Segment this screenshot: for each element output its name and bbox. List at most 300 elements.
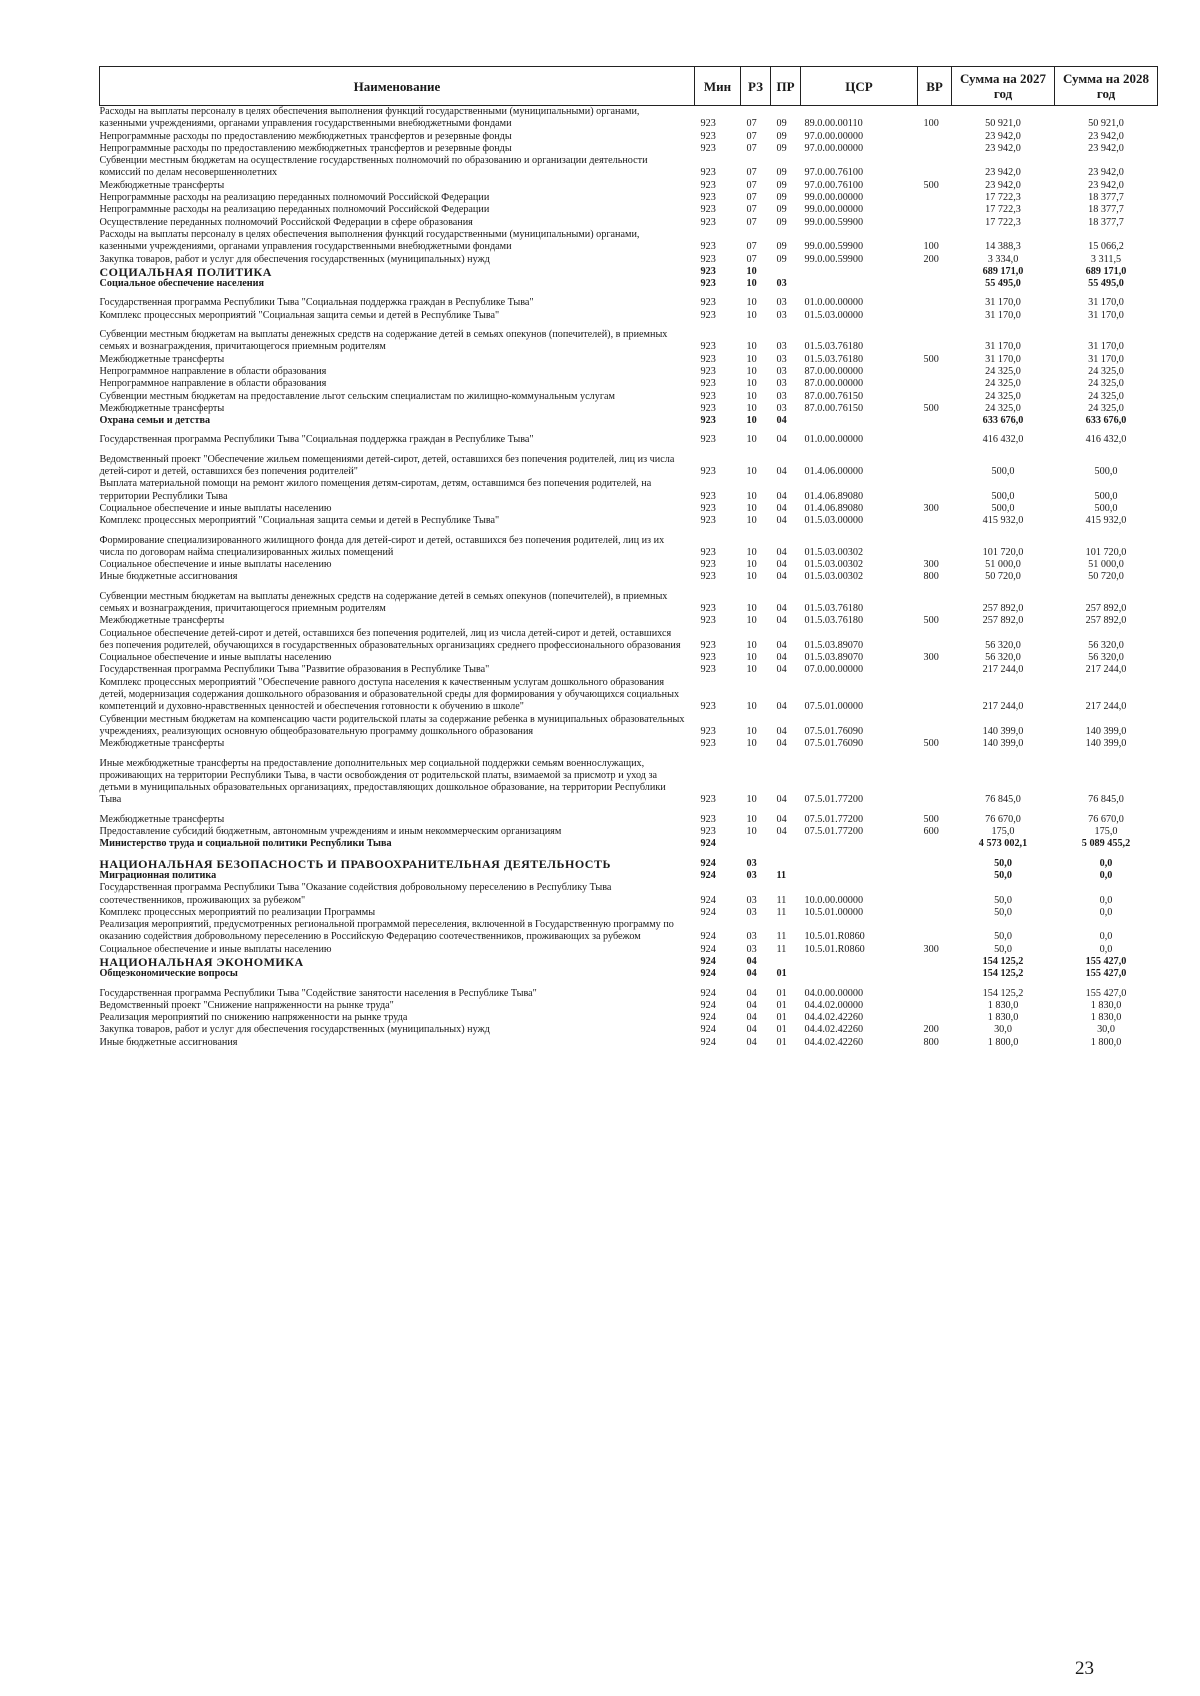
cell-min: 923 bbox=[700, 309, 716, 321]
cell-sum-2028: 31 170,0 bbox=[1088, 309, 1124, 321]
cell-sum-2027: 257 892,0 bbox=[982, 602, 1024, 614]
cell-vr: 500 bbox=[923, 615, 939, 627]
cell-sum-2028: 24 325,0 bbox=[1088, 402, 1124, 414]
cell-name: Социальное обеспечение и иные выплаты населению bbox=[99, 502, 332, 514]
table-row bbox=[100, 807, 1158, 826]
cell-sum-2028: 50 921,0 bbox=[1088, 118, 1124, 130]
cell-csr bbox=[801, 870, 918, 882]
cell-rz: 07 bbox=[746, 142, 757, 154]
cell-csr: 07.0.00.00000 bbox=[804, 664, 864, 676]
cell-pr: 09 bbox=[776, 142, 787, 154]
table-row bbox=[100, 615, 1158, 627]
cell-sum-2028: 500,0 bbox=[1094, 490, 1118, 502]
cell-rz: 10 bbox=[746, 515, 757, 527]
cell-name: Министерство труда и социальной политики Республики Тыва bbox=[99, 838, 392, 850]
cell-rz: 10 bbox=[746, 652, 757, 664]
cell-rz: 04 bbox=[746, 1012, 757, 1024]
cell-sum-2028: 76 845,0 bbox=[1088, 794, 1124, 806]
cell-name: Субвенции местным бюджетам на осуществление государственных полномочий по образованию и организации деятельности комиссий по делам несовершеннолетних bbox=[99, 155, 648, 179]
cell-sum-2027: 31 170,0 bbox=[985, 353, 1021, 365]
cell-rz: 10 bbox=[746, 502, 757, 514]
cell-rz: 10 bbox=[746, 826, 757, 838]
cell-csr: 01.0.00.00000 bbox=[804, 297, 864, 309]
cell-csr: 97.0.00.00000 bbox=[804, 142, 864, 154]
cell-rz: 10 bbox=[746, 466, 757, 478]
cell-sum-2028: 101 720,0 bbox=[1085, 546, 1127, 558]
cell-vr bbox=[918, 838, 952, 850]
cell-pr: 11 bbox=[776, 906, 787, 918]
cell-sum-2027: 416 432,0 bbox=[982, 434, 1024, 446]
cell-sum-2028: 500,0 bbox=[1094, 502, 1118, 514]
cell-csr: 89.0.00.00110 bbox=[804, 118, 863, 130]
cell-csr: 01.5.03.76180 bbox=[804, 353, 864, 365]
cell-sum-2027: 154 125,2 bbox=[982, 987, 1024, 999]
cell-vr bbox=[918, 155, 952, 180]
cell-pr: 04 bbox=[776, 738, 787, 750]
cell-sum-2028: 23 942,0 bbox=[1088, 179, 1124, 191]
cell-vr bbox=[918, 870, 952, 882]
cell-csr: 04.0.00.00000 bbox=[804, 987, 864, 999]
cell-sum-2027: 154 125,2 bbox=[982, 956, 1024, 967]
cell-rz: 10 bbox=[746, 602, 757, 614]
cell-min: 923 bbox=[700, 378, 716, 390]
cell-min: 924 bbox=[700, 931, 716, 943]
cell-min: 923 bbox=[700, 415, 716, 427]
cell-name: Субвенции местным бюджетам на выплаты денежных средств на содержание детей в семьях опекунов (попечителей), в приемных семьях и вознаграждения, причитающегося приемным родителям bbox=[99, 329, 668, 353]
cell-pr: 04 bbox=[776, 615, 787, 627]
cell-name: Комплекс процессных мероприятий "Социальная защита семьи и детей в Республике Тыва" bbox=[99, 309, 500, 321]
cell-sum-2028: 140 399,0 bbox=[1085, 725, 1127, 737]
cell-name: Государственная программа Республики Тыва "Оказание содействия добровольному переселению в Республику Тыва соотечественников, проживающих за рубежом" bbox=[99, 882, 612, 906]
cell-vr bbox=[918, 290, 952, 309]
table-row bbox=[100, 559, 1158, 571]
cell-csr: 04.4.02.42260 bbox=[804, 1036, 864, 1048]
cell-vr: 500 bbox=[923, 738, 939, 750]
cell-pr: 09 bbox=[776, 253, 787, 265]
cell-rz: 10 bbox=[746, 402, 757, 414]
cell-pr: 01 bbox=[776, 987, 787, 999]
cell-rz: 07 bbox=[746, 192, 757, 204]
cell-min: 923 bbox=[700, 278, 716, 290]
cell-vr bbox=[918, 204, 952, 216]
cell-name: Закупка товаров, работ и услуг для обеспечения государственных (муниципальных) нужд bbox=[99, 253, 490, 265]
cell-min: 923 bbox=[700, 253, 716, 265]
cell-csr: 01.5.03.89070 bbox=[804, 652, 864, 664]
cell-csr: 04.4.02.42260 bbox=[804, 1012, 864, 1024]
page-number: 23 bbox=[1075, 1658, 1094, 1679]
cell-csr: 07.5.01.77200 bbox=[804, 826, 864, 838]
cell-vr bbox=[918, 907, 952, 919]
cell-min: 923 bbox=[700, 297, 716, 309]
table-row bbox=[100, 751, 1158, 807]
cell-sum-2027: 76 845,0 bbox=[985, 794, 1021, 806]
cell-sum-2027: 50 720,0 bbox=[985, 571, 1021, 583]
table-row bbox=[100, 403, 1158, 415]
cell-rz: 04 bbox=[746, 1036, 757, 1048]
cell-sum-2027: 24 325,0 bbox=[985, 378, 1021, 390]
cell-pr: 04 bbox=[776, 434, 787, 446]
header-rz: РЗ bbox=[741, 67, 771, 106]
cell-sum-2028: 50 720,0 bbox=[1088, 571, 1124, 583]
cell-name: Социальное обеспечение и иные выплаты населению bbox=[99, 559, 332, 571]
cell-rz: 07 bbox=[746, 253, 757, 265]
cell-min: 923 bbox=[700, 341, 716, 353]
cell-min: 923 bbox=[700, 664, 716, 676]
cell-rz: 07 bbox=[746, 241, 757, 253]
cell-name: Расходы на выплаты персоналу в целях обеспечения выполнения функций государственными (муниципальными) органами, казенными учреждениями, органами управления государственными внебюджетными фондами bbox=[99, 228, 640, 253]
cell-sum-2027: 17 722,3 bbox=[985, 204, 1021, 216]
header-min: Мин bbox=[695, 67, 741, 106]
cell-sum-2027: 55 495,0 bbox=[985, 278, 1021, 290]
cell-pr bbox=[771, 838, 801, 850]
cell-name: Государственная программа Республики Тыва "Развитие образования в Республике Тыва" bbox=[99, 664, 490, 676]
cell-sum-2027: 50,0 bbox=[994, 857, 1012, 869]
cell-vr: 300 bbox=[923, 652, 939, 664]
cell-name: Предоставление субсидий бюджетным, автономным учреждениям и иным некоммерческим организациям bbox=[99, 826, 562, 838]
cell-sum-2027: 23 942,0 bbox=[985, 142, 1021, 154]
cell-name: Непрограммное направление в области образования bbox=[99, 378, 327, 390]
cell-pr: 09 bbox=[776, 204, 787, 216]
cell-sum-2027: 24 325,0 bbox=[985, 402, 1021, 414]
cell-sum-2028: 1 800,0 bbox=[1090, 1036, 1122, 1048]
cell-sum-2027: 689 171,0 bbox=[982, 265, 1024, 277]
cell-rz: 10 bbox=[746, 434, 757, 446]
cell-sum-2027: 56 320,0 bbox=[985, 652, 1021, 664]
cell-csr: 99.0.00.59900 bbox=[804, 216, 864, 228]
header-csr: ЦСР bbox=[801, 67, 918, 106]
cell-name: Выплата материальной помощи на ремонт жилого помещения детям-сиротам, детям, оставшимся без попечения родителей, на территории Республики Тыва bbox=[99, 478, 652, 502]
cell-rz: 10 bbox=[746, 664, 757, 676]
cell-csr bbox=[801, 956, 918, 968]
cell-name: Межбюджетные трансферты bbox=[99, 353, 225, 365]
cell-name: Реализация мероприятий, предусмотренных региональной программой переселения, включенной в Государственную программу по оказанию содействия добровольному переселению в Российскую Федерацию соотечественников, проживающих за рубежом bbox=[99, 919, 674, 943]
table-row bbox=[100, 738, 1158, 750]
table-row bbox=[100, 968, 1158, 980]
cell-min: 923 bbox=[700, 179, 716, 191]
cell-pr: 09 bbox=[776, 167, 787, 179]
cell-min: 923 bbox=[700, 725, 716, 737]
table-row bbox=[100, 378, 1158, 390]
cell-rz: 10 bbox=[746, 415, 757, 427]
cell-pr: 01 bbox=[776, 1012, 787, 1024]
cell-name: Межбюджетные трансферты bbox=[99, 179, 225, 191]
cell-min: 924 bbox=[700, 906, 716, 918]
cell-min: 923 bbox=[700, 434, 716, 446]
cell-pr bbox=[771, 956, 801, 968]
cell-rz: 10 bbox=[746, 571, 757, 583]
cell-csr: 01.5.03.76180 bbox=[804, 341, 864, 353]
cell-sum-2028: 689 171,0 bbox=[1085, 265, 1127, 277]
cell-sum-2027: 4 573 002,1 bbox=[978, 838, 1028, 850]
table-row bbox=[100, 415, 1158, 427]
cell-name: Субвенции местным бюджетам на выплаты денежных средств на содержание детей в семьях опекунов (попечителей), в приемных семьях и вознаграждения, причитающегося приемным родителям bbox=[99, 590, 668, 614]
cell-sum-2028: 217 244,0 bbox=[1085, 664, 1127, 676]
cell-csr: 99.0.00.59900 bbox=[804, 241, 864, 253]
cell-rz: 04 bbox=[746, 956, 757, 967]
cell-vr: 100 bbox=[923, 241, 939, 253]
cell-csr: 01.5.03.00000 bbox=[804, 515, 864, 527]
table-body bbox=[100, 106, 1158, 1050]
cell-name: Закупка товаров, работ и услуг для обеспечения государственных (муниципальных) нужд bbox=[99, 1024, 490, 1036]
cell-name: Межбюджетные трансферты bbox=[99, 813, 225, 825]
cell-name: Социальное обеспечение и иные выплаты населению bbox=[99, 652, 332, 664]
cell-csr bbox=[801, 851, 918, 870]
cell-sum-2028: 257 892,0 bbox=[1085, 615, 1127, 627]
cell-sum-2027: 17 722,3 bbox=[985, 216, 1021, 228]
cell-pr: 04 bbox=[776, 794, 787, 806]
cell-min: 924 bbox=[700, 894, 716, 906]
cell-name: Межбюджетные трансферты bbox=[99, 402, 225, 414]
cell-sum-2027: 50,0 bbox=[994, 894, 1012, 906]
table-row bbox=[100, 652, 1158, 664]
cell-min: 923 bbox=[700, 813, 716, 825]
cell-sum-2027: 217 244,0 bbox=[982, 664, 1024, 676]
cell-vr: 100 bbox=[923, 118, 939, 130]
cell-sum-2027: 31 170,0 bbox=[985, 309, 1021, 321]
cell-min: 923 bbox=[700, 502, 716, 514]
cell-sum-2027: 140 399,0 bbox=[982, 738, 1024, 750]
cell-name: Социальное обеспечение населения bbox=[99, 278, 265, 290]
cell-rz: 10 bbox=[746, 353, 757, 365]
cell-sum-2028: 633 676,0 bbox=[1085, 415, 1127, 427]
cell-sum-2028: 31 170,0 bbox=[1088, 353, 1124, 365]
cell-sum-2028: 0,0 bbox=[1099, 869, 1113, 881]
cell-min: 923 bbox=[700, 204, 716, 216]
table-row bbox=[100, 584, 1158, 616]
cell-vr bbox=[918, 714, 952, 739]
cell-pr: 03 bbox=[776, 309, 787, 321]
cell-vr bbox=[918, 664, 952, 676]
table-row bbox=[100, 714, 1158, 739]
cell-pr: 09 bbox=[776, 241, 787, 253]
cell-pr: 03 bbox=[776, 297, 787, 309]
cell-pr bbox=[771, 266, 801, 278]
table-row bbox=[100, 217, 1158, 229]
cell-rz: 03 bbox=[746, 894, 757, 906]
cell-rz: 03 bbox=[746, 869, 757, 881]
cell-sum-2027: 30,0 bbox=[994, 1024, 1012, 1036]
cell-vr: 200 bbox=[923, 1024, 939, 1036]
cell-csr: 04.4.02.42260 bbox=[804, 1024, 864, 1036]
cell-name: Охрана семьи и детства bbox=[99, 415, 211, 427]
cell-vr bbox=[918, 217, 952, 229]
cell-csr: 99.0.00.00000 bbox=[804, 192, 864, 204]
cell-pr: 03 bbox=[776, 378, 787, 390]
cell-sum-2028: 23 942,0 bbox=[1088, 142, 1124, 154]
cell-csr: 97.0.00.76100 bbox=[804, 179, 864, 191]
cell-rz: 07 bbox=[746, 216, 757, 228]
cell-rz: 07 bbox=[746, 204, 757, 216]
cell-sum-2027: 500,0 bbox=[991, 466, 1015, 478]
cell-csr: 10.5.01.R0860 bbox=[804, 943, 865, 955]
cell-pr: 04 bbox=[776, 415, 787, 427]
cell-vr: 800 bbox=[923, 571, 939, 583]
cell-sum-2028: 155 427,0 bbox=[1085, 987, 1127, 999]
cell-csr: 87.0.00.76150 bbox=[804, 402, 864, 414]
cell-sum-2028: 55 495,0 bbox=[1088, 278, 1124, 290]
cell-rz: 10 bbox=[746, 546, 757, 558]
cell-csr: 04.4.02.00000 bbox=[804, 999, 864, 1011]
cell-min: 924 bbox=[700, 838, 716, 850]
cell-sum-2027: 50,0 bbox=[994, 943, 1012, 955]
cell-min: 923 bbox=[700, 241, 716, 253]
cell-vr bbox=[918, 131, 952, 143]
cell-vr bbox=[918, 278, 952, 290]
table-row bbox=[100, 628, 1158, 653]
cell-sum-2027: 257 892,0 bbox=[982, 615, 1024, 627]
table-row bbox=[100, 956, 1158, 968]
cell-vr bbox=[918, 478, 952, 503]
cell-pr: 04 bbox=[776, 826, 787, 838]
cell-rz: 10 bbox=[746, 278, 757, 290]
cell-min: 923 bbox=[700, 794, 716, 806]
cell-rz: 10 bbox=[746, 794, 757, 806]
cell-name: Государственная программа Республики Тыва "Социальная поддержка граждан в Республике Тыва" bbox=[99, 297, 534, 309]
cell-vr bbox=[918, 366, 952, 378]
table-row bbox=[100, 515, 1158, 527]
cell-sum-2028: 31 170,0 bbox=[1088, 297, 1124, 309]
cell-sum-2028: 1 830,0 bbox=[1090, 999, 1122, 1011]
cell-rz: 10 bbox=[746, 365, 757, 377]
cell-sum-2028: 0,0 bbox=[1099, 857, 1113, 869]
cell-sum-2027: 50,0 bbox=[994, 906, 1012, 918]
cell-name: Формирование специализированного жилищного фонда для детей-сирот и детей, оставшихся без попечения родителей, лиц из их числа по договорам найма специализированных жилых помещений bbox=[99, 534, 665, 558]
table-row bbox=[100, 1024, 1158, 1036]
cell-vr: 200 bbox=[923, 253, 939, 265]
cell-min: 923 bbox=[700, 571, 716, 583]
cell-min: 923 bbox=[700, 192, 716, 204]
cell-rz: 03 bbox=[746, 931, 757, 943]
cell-rz: 04 bbox=[746, 968, 757, 980]
cell-pr: 11 bbox=[776, 943, 787, 955]
cell-vr: 600 bbox=[923, 826, 939, 838]
cell-sum-2028: 30,0 bbox=[1097, 1024, 1115, 1036]
cell-pr: 11 bbox=[776, 931, 787, 943]
cell-csr bbox=[801, 266, 918, 278]
cell-min: 923 bbox=[700, 615, 716, 627]
cell-min: 923 bbox=[700, 652, 716, 664]
table-row bbox=[100, 981, 1158, 1000]
cell-name: Комплекс процессных мероприятий "Обеспечение равного доступа населения к качественным услугам дошкольного образования детей, модернизация содержания дошкольного образования и образовательной среды для формирования у обучающихся социальных компетенций и духовно-нравственных ценностей и обеспечения готовности к обучению в школе" bbox=[99, 676, 680, 713]
cell-sum-2028: 155 427,0 bbox=[1085, 968, 1127, 980]
table-row bbox=[100, 528, 1158, 560]
header-name: Наименование bbox=[100, 67, 695, 106]
cell-pr: 04 bbox=[776, 490, 787, 502]
table-row bbox=[100, 427, 1158, 446]
table-row bbox=[100, 870, 1158, 882]
cell-csr: 01.5.03.76180 bbox=[804, 602, 864, 614]
cell-csr bbox=[801, 838, 918, 850]
cell-csr: 01.5.03.00302 bbox=[804, 571, 864, 583]
cell-vr bbox=[918, 968, 952, 980]
cell-pr: 03 bbox=[776, 365, 787, 377]
cell-vr bbox=[918, 528, 952, 560]
cell-csr: 99.0.00.00000 bbox=[804, 204, 864, 216]
cell-rz: 10 bbox=[746, 725, 757, 737]
cell-sum-2027: 140 399,0 bbox=[982, 725, 1024, 737]
cell-vr bbox=[918, 1012, 952, 1024]
cell-vr bbox=[918, 751, 952, 807]
cell-csr: 01.4.06.00000 bbox=[804, 466, 864, 478]
table-row bbox=[100, 882, 1158, 907]
cell-sum-2027: 415 932,0 bbox=[982, 515, 1024, 527]
table-row bbox=[100, 907, 1158, 919]
cell-sum-2027: 217 244,0 bbox=[982, 701, 1024, 713]
cell-rz: 03 bbox=[746, 943, 757, 955]
cell-csr bbox=[801, 415, 918, 427]
cell-name: Межбюджетные трансферты bbox=[99, 738, 225, 750]
cell-sum-2027: 23 942,0 bbox=[985, 130, 1021, 142]
cell-pr: 04 bbox=[776, 725, 787, 737]
cell-vr bbox=[918, 427, 952, 446]
cell-csr: 07.5.01.00000 bbox=[804, 701, 864, 713]
cell-sum-2027: 1 830,0 bbox=[987, 1012, 1019, 1024]
cell-pr: 04 bbox=[776, 546, 787, 558]
cell-sum-2027: 51 000,0 bbox=[985, 559, 1021, 571]
table-row bbox=[100, 677, 1158, 714]
cell-min: 924 bbox=[700, 1024, 716, 1036]
cell-rz: 10 bbox=[746, 341, 757, 353]
cell-min: 924 bbox=[700, 968, 716, 980]
table-row bbox=[100, 366, 1158, 378]
cell-name: Комплекс процессных мероприятий по реализации Программы bbox=[99, 906, 376, 918]
cell-vr: 500 bbox=[923, 353, 939, 365]
cell-csr: 01.0.00.00000 bbox=[804, 434, 864, 446]
cell-sum-2027: 24 325,0 bbox=[985, 365, 1021, 377]
table-row bbox=[100, 838, 1158, 850]
cell-pr: 04 bbox=[776, 602, 787, 614]
header-sum-2027: Сумма на 2027 год bbox=[952, 67, 1055, 106]
cell-pr: 09 bbox=[776, 130, 787, 142]
table-row bbox=[100, 354, 1158, 366]
cell-rz: 10 bbox=[746, 265, 757, 277]
cell-csr: 07.5.01.77200 bbox=[804, 813, 864, 825]
cell-pr: 09 bbox=[776, 216, 787, 228]
cell-vr bbox=[918, 628, 952, 653]
cell-sum-2028: 140 399,0 bbox=[1085, 738, 1127, 750]
cell-sum-2027: 633 676,0 bbox=[982, 415, 1024, 427]
cell-sum-2028: 23 942,0 bbox=[1088, 130, 1124, 142]
cell-pr: 04 bbox=[776, 515, 787, 527]
cell-sum-2028: 5 089 455,2 bbox=[1081, 838, 1131, 850]
cell-sum-2027: 14 388,3 bbox=[985, 241, 1021, 253]
cell-name: НАЦИОНАЛЬНАЯ БЕЗОПАСНОСТЬ И ПРАВООХРАНИТЕЛЬНАЯ ДЕЯТЕЛЬНОСТЬ bbox=[99, 856, 611, 871]
cell-pr: 03 bbox=[776, 402, 787, 414]
cell-sum-2028: 1 830,0 bbox=[1090, 1012, 1122, 1024]
table-row bbox=[100, 478, 1158, 503]
cell-min: 923 bbox=[700, 167, 716, 179]
cell-pr: 04 bbox=[776, 466, 787, 478]
cell-name: Непрограммные расходы по предоставлению межбюджетных трансфертов и резервные фонды bbox=[99, 130, 512, 142]
cell-csr bbox=[801, 278, 918, 290]
cell-vr bbox=[918, 851, 952, 870]
budget-table bbox=[99, 66, 1158, 1049]
cell-sum-2027: 24 325,0 bbox=[985, 390, 1021, 402]
header-pr: ПР bbox=[771, 67, 801, 106]
table-row bbox=[100, 290, 1158, 309]
cell-rz: 10 bbox=[746, 701, 757, 713]
cell-sum-2028: 3 311,5 bbox=[1090, 253, 1122, 265]
cell-vr bbox=[918, 143, 952, 155]
cell-pr: 01 bbox=[776, 1024, 787, 1036]
cell-rz: 04 bbox=[746, 999, 757, 1011]
cell-name: Иные межбюджетные трансферты на предоставление дополнительных мер социальной поддержки семьям военнослужащих, проживающих на территории Республики Тыва, в части освобождения от родительской платы, взимаемой за присмотр и уход за детьми в муниципальных образовательных организациях, предоставляющих дошкольное образование, на территории Республики Тыва bbox=[99, 757, 666, 806]
cell-csr: 87.0.00.00000 bbox=[804, 365, 864, 377]
cell-sum-2027: 175,0 bbox=[991, 826, 1015, 838]
table-row bbox=[100, 278, 1158, 290]
cell-name: Иные бюджетные ассигнования bbox=[99, 1036, 238, 1048]
cell-csr: 10.5.01.R0860 bbox=[804, 931, 865, 943]
